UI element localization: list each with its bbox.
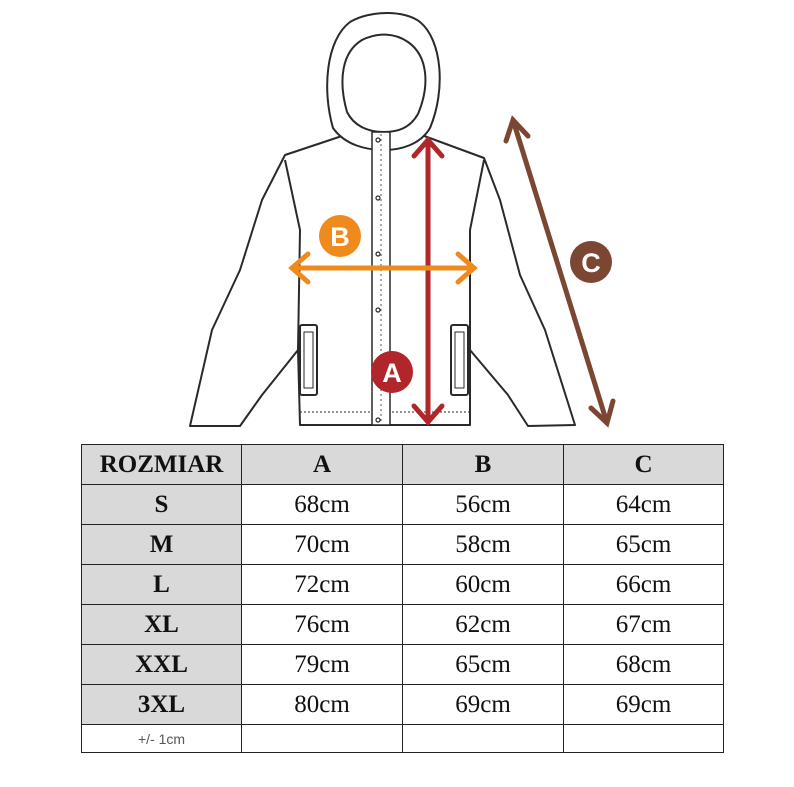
value-c: 68cm	[564, 645, 724, 685]
size-cell: XL	[82, 605, 242, 645]
header-c: C	[564, 445, 724, 485]
value-b: 65cm	[403, 645, 564, 685]
badge-b	[319, 215, 361, 257]
header-a: A	[242, 445, 403, 485]
size-cell: XXL	[82, 645, 242, 685]
table-row	[82, 645, 724, 685]
table-row	[82, 525, 724, 565]
value-a: 79cm	[242, 645, 403, 685]
badge-c-text: C	[581, 248, 601, 278]
value-c: 69cm	[564, 685, 724, 725]
size-table	[81, 444, 724, 753]
badge-b-text: B	[330, 222, 350, 252]
value-a: 68cm	[242, 485, 403, 525]
left-pocket	[300, 325, 317, 395]
badge-a	[371, 351, 413, 393]
empty-cell	[564, 725, 724, 753]
value-b: 69cm	[403, 685, 564, 725]
empty-cell	[242, 725, 403, 753]
badge-c	[570, 241, 612, 283]
table-row	[82, 685, 724, 725]
value-c: 64cm	[564, 485, 724, 525]
value-c: 65cm	[564, 525, 724, 565]
value-b: 62cm	[403, 605, 564, 645]
value-b: 58cm	[403, 525, 564, 565]
table-row	[82, 565, 724, 605]
size-cell: L	[82, 565, 242, 605]
right-pocket	[451, 325, 468, 395]
value-a: 72cm	[242, 565, 403, 605]
badge-a-text: A	[382, 358, 402, 388]
note-row	[82, 725, 724, 753]
value-a: 80cm	[242, 685, 403, 725]
value-c: 67cm	[564, 605, 724, 645]
hood-inner	[342, 35, 425, 132]
header-b: B	[403, 445, 564, 485]
size-cell: M	[82, 525, 242, 565]
value-b: 60cm	[403, 565, 564, 605]
header-size: ROZMIAR	[82, 445, 242, 485]
value-c: 66cm	[564, 565, 724, 605]
empty-cell	[403, 725, 564, 753]
tolerance-note: +/- 1cm	[82, 725, 242, 753]
table-row	[82, 485, 724, 525]
table-header-row	[82, 445, 724, 485]
size-cell: 3XL	[82, 685, 242, 725]
value-a: 76cm	[242, 605, 403, 645]
value-a: 70cm	[242, 525, 403, 565]
value-b: 56cm	[403, 485, 564, 525]
size-cell: S	[82, 485, 242, 525]
table-row	[82, 605, 724, 645]
